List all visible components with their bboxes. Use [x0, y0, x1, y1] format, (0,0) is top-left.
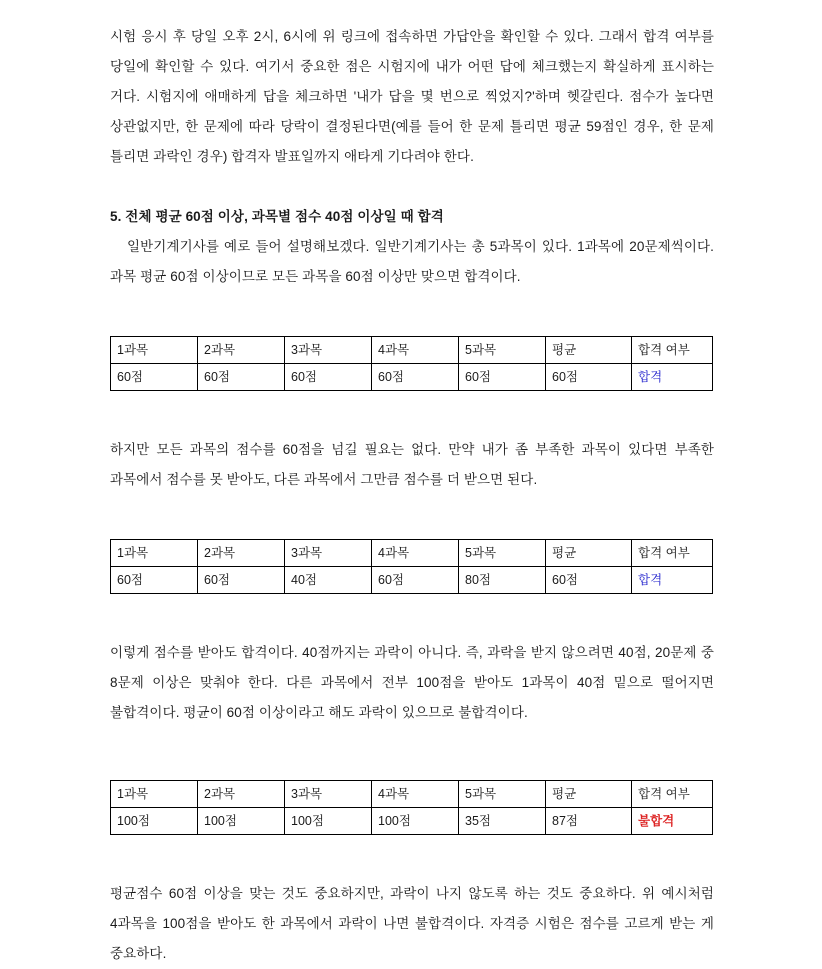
table-cell: 40점	[285, 567, 372, 594]
table-header-cell: 4과목	[372, 337, 459, 364]
table-header-cell: 평균	[546, 781, 632, 808]
table-header-cell: 5과목	[459, 337, 546, 364]
paragraph-example-intro: 일반기계기사를 예로 들어 설명해보겠다. 일반기계기사는 총 5과목이 있다. 1과목에 20문제씩이다. 과목 평균 60점 이상이므로 모든 과목을 60점 이상만 맞으면 합격이다.	[110, 239, 714, 284]
spacer	[110, 495, 714, 525]
table-cell: 80점	[459, 567, 546, 594]
result-cell: 합격	[632, 567, 713, 594]
spacer	[110, 594, 714, 624]
table-header-cell: 3과목	[285, 781, 372, 808]
table-header-cell: 4과목	[372, 781, 459, 808]
table-header-cell: 2과목	[198, 781, 285, 808]
spacer	[110, 391, 714, 421]
table-cell: 60점	[459, 364, 546, 391]
spacer	[110, 322, 714, 336]
table-row	[111, 337, 713, 364]
section-heading: 5. 전체 평균 60점 이상, 과목별 점수 40점 이상일 때 합격	[110, 209, 444, 224]
table-row	[111, 781, 713, 808]
table-header-cell: 1과목	[111, 781, 198, 808]
table-cell: 60점	[111, 567, 198, 594]
table-header-cell: 5과목	[459, 781, 546, 808]
table-cell: 60점	[198, 364, 285, 391]
table-cell: 100점	[285, 808, 372, 835]
result-cell: 합격	[632, 364, 713, 391]
table-header-cell: 4과목	[372, 540, 459, 567]
spacer	[110, 865, 714, 879]
paragraph-intro: 시험 응시 후 당일 오후 2시, 6시에 위 링크에 접속하면 가답안을 확인할 수 있다. 그래서 합격 여부를 당일에 확인할 수 있다. 여기서 중요한 점은 시험지에 내가 어떤 답에 체크했는지 확실하게 표시하는 거다. 시험지에 애매하게 답을 체크하면 '내가 답을 몇 번으로 찍었지?'하며 헷갈린다. 점수가 높다면 상관없지만, 한 문제에 따라 당락이 결정된다면(예를 들어 한 문제 틀리면 평균 59점인 경우, 한 문제 틀리면 과락인 경우) 합격자 발표일까지 애타게 기다려야 한다.	[110, 29, 714, 164]
table-cell: 60점	[372, 567, 459, 594]
score-table-1	[110, 336, 713, 391]
table-header-cell: 평균	[546, 337, 632, 364]
score-table-3	[110, 780, 713, 835]
table-header-cell: 평균	[546, 540, 632, 567]
table-cell: 60점	[285, 364, 372, 391]
table-cell: 100점	[198, 808, 285, 835]
table-cell: 60점	[111, 364, 198, 391]
table-cell: 60점	[198, 567, 285, 594]
table-row	[111, 567, 713, 594]
table-header-cell: 5과목	[459, 540, 546, 567]
table-row	[111, 808, 713, 835]
table-header-cell: 1과목	[111, 337, 198, 364]
table-header-cell: 1과목	[111, 540, 198, 567]
table-cell: 60점	[372, 364, 459, 391]
table-header-cell: 2과목	[198, 337, 285, 364]
spacer	[110, 292, 714, 322]
table-cell: 60점	[546, 364, 632, 391]
table-header-cell: 2과목	[198, 540, 285, 567]
spacer	[110, 728, 714, 758]
table-header-cell: 3과목	[285, 337, 372, 364]
paragraph-conclusion: 평균점수 60점 이상을 맞는 것도 중요하지만, 과락이 나지 않도록 하는 것도 중요하다. 위 예시처럼 4과목을 100점을 받아도 한 과목에서 과락이 나면 불합격이다. 자격증 시험은 점수를 고르게 받는 게 중요하다.	[110, 886, 714, 961]
table-cell: 60점	[546, 567, 632, 594]
paragraph-balance: 하지만 모든 과목의 점수를 60점을 넘길 필요는 없다. 만약 내가 좀 부족한 과목이 있다면 부족한 과목에서 점수를 못 받아도, 다른 과목에서 그만큼 점수를 더 받으면 된다.	[110, 442, 714, 487]
table-row	[111, 540, 713, 567]
result-cell: 불합격	[632, 808, 713, 835]
spacer	[110, 421, 714, 435]
table-header-cell: 3과목	[285, 540, 372, 567]
table-cell: 35점	[459, 808, 546, 835]
paragraph-fail-rule: 이렇게 점수를 받아도 합격이다. 40점까지는 과락이 아니다. 즉, 과락을 받지 않으려면 40점, 20문제 중 8문제 이상은 맞춰야 한다. 다른 과목에서 전부 100점을 받아도 1과목이 40점 밑으로 떨어지면 불합격이다. 평균이 60점 이상이라고 해도 과락이 있으므로 불합격이다.	[110, 645, 714, 720]
table-header-cell: 합격 여부	[632, 781, 713, 808]
spacer	[110, 758, 714, 780]
spacer	[110, 172, 714, 202]
table-header-cell: 합격 여부	[632, 540, 713, 567]
table-cell: 100점	[372, 808, 459, 835]
table-header-cell: 합격 여부	[632, 337, 713, 364]
spacer	[110, 835, 714, 865]
spacer	[110, 525, 714, 539]
spacer	[110, 624, 714, 638]
table-row	[111, 364, 713, 391]
score-table-2	[110, 539, 713, 594]
table-cell: 87점	[546, 808, 632, 835]
table-cell: 100점	[111, 808, 198, 835]
